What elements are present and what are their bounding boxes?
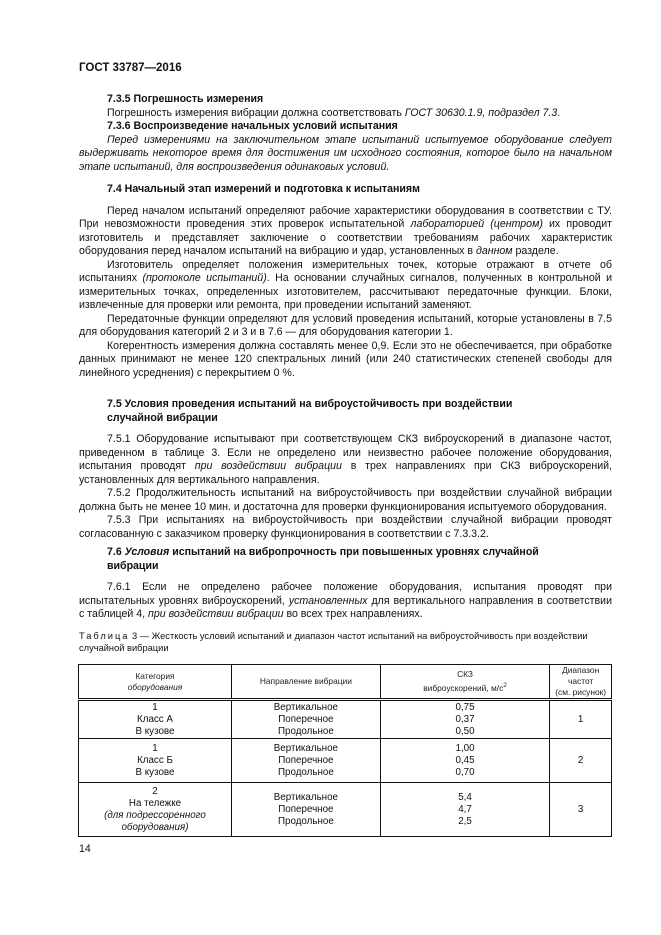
paragraph-7-5-1: 7.5.1 Оборудование испытывают при соответствующем СКЗ виброускорений в диапазоне частот, приведенном в таблице 3. Если не определено или неизвестно рабочее положение оборудования, испытания проводят при воздействии вибрации в трех направлениях при СКЗ виброускорений, установленных для вертикального направления.: [79, 433, 613, 486]
cell-rms: 5,4 4,7 2,5: [380, 783, 550, 837]
cell-direction: Вертикальное Поперечное Продольное: [231, 700, 380, 739]
paragraph-7-3-6: Перед измерениями на заключительном этапе испытаний испытуемое оборудование следует выдерживать некоторое время для достижения им исходного состояния, которое было на начальном этапе испытаний, для воспроизведения одинаковых условий.: [79, 133, 612, 173]
table-row: [79, 783, 612, 837]
standard-reference: ГОСТ 30630.1.9, подраздел 7.3: [404, 106, 558, 119]
table-row: [79, 739, 612, 783]
paragraph-7-4-4: Когерентность измерения должна составлять менее 0,9. Если это не обеспечивается, при обработке данных принимают не менее 120 спектральных линий (или 240 статистических степеней свободы для линейного усреднения) с перекрытием 0 %.: [79, 339, 612, 379]
table-3: [78, 664, 612, 837]
cell-frequency-range: 3: [550, 783, 612, 837]
paragraph-7-3-5: Погрешность измерения вибрации должна соответствовать ГОСТ 30630.1.9, подраздел 7.3.: [107, 106, 561, 119]
heading-7-5-line2: случайной вибрации: [107, 411, 218, 424]
paragraph-7-4-3: Передаточные функции определяют для условий проведения испытаний, которые установлены в 7.5 для оборудования категорий 2 и 3 и в 7.6 — для оборудования категории 1.: [79, 312, 612, 338]
cell-category: 1 Класс Б В кузове: [79, 739, 232, 783]
heading-7-6-line2: вибрации: [107, 559, 159, 572]
paragraph-7-4-1: Перед началом испытаний определяют рабочие характеристики оборудования в соответствии с ТУ. При невозможности проведения этих проверок испытательной лабораторией (центром) их проводит изготовитель и представляет заключение о соответствии требованиям рабочих характеристик оборудования перед началом испытаний на вибрацию и удар, установленных в данном разделе.: [79, 204, 612, 257]
cell-frequency-range: 2: [550, 739, 612, 783]
heading-7-4: 7.4 Начальный этап измерений и подготовка к испытаниям: [107, 183, 420, 195]
cell-category: 1 Класс А В кузове: [79, 700, 232, 739]
section-7-6: [79, 546, 612, 622]
paragraph-7-6-1: 7.6.1 Если не определено рабочее положение оборудования, испытания проводят при испытательных уровнях виброускорений, установленных для вертикального направления в соответствии с таблицей 4, при воздействии вибрации во всех трех направлениях.: [79, 581, 613, 620]
paragraph-7-5-3: 7.5.3 При испытаниях на виброустойчивость при воздействии случайной вибрации проводят согласованную с заказчиком проверку функционирования в соответствии с 7.3.3.2.: [79, 514, 612, 540]
heading-7-3-5: 7.3.5 Погрешность измерения: [107, 93, 264, 105]
page-number: 14: [79, 843, 91, 855]
cell-direction: Вертикальное Поперечное Продольное: [231, 739, 380, 783]
cell-rms: 1,00 0,45 0,70: [380, 739, 550, 783]
header-rms-acceleration: СКЗ виброускорений, $м/с^2$: [380, 665, 550, 700]
header-direction: Направление вибрации: [231, 665, 380, 700]
heading-7-6-line1: 7.6 Условия испытаний на вибропрочность при повышенных уровнях случайной: [107, 546, 539, 558]
section-7-5: [79, 398, 612, 541]
paragraph-7-5-2: 7.5.2 Продолжительность испытаний на виброустойчивость при воздействии случайной вибрации должна быть не менее 10 мин. и достаточна для проверки функционирования испытуемого оборудования.: [79, 487, 612, 513]
cell-direction: Вертикальное Поперечное Продольное: [231, 783, 380, 837]
heading-7-5-line1: 7.5 Условия проведения испытаний на виброустойчивость при воздействии: [107, 398, 513, 410]
cell-rms: 0,75 0,37 0,50: [380, 700, 550, 739]
section-7-4: [79, 183, 612, 380]
table-3-caption: Таблица 3 — Жесткость условий испытаний и диапазон частот испытаний на виброустойчивость при воздействии случайной вибрации: [79, 631, 588, 653]
table-header-row: [79, 665, 612, 700]
section-7-3-5-to-7-3-6: [79, 93, 612, 174]
document-code-header: ГОСТ 33787—2016: [79, 62, 182, 74]
table-row: [79, 700, 612, 739]
cell-category: 2 На тележке (для подрессоренного оборудования): [79, 783, 232, 837]
cell-frequency-range: 1: [550, 700, 612, 739]
header-category: Категория оборудования: [79, 665, 232, 700]
paragraph-7-4-2: Изготовитель определяет положения измерительных точек, которые отражают в отчете об испытаниях (протоколе испытаний). На основании случайных сигналов, полученных в контрольной и измерительных точках, определенных изготовителем, рассчитывают передаточные функции. Блоки, извлеченные для проверки или ремонта, при проведении испытаний заменяют.: [79, 258, 613, 311]
header-frequency-range: Диапазон частот (см. рисунок): [550, 665, 612, 700]
heading-7-3-6: 7.3.6 Воспроизведение начальных условий испытания: [107, 120, 398, 132]
